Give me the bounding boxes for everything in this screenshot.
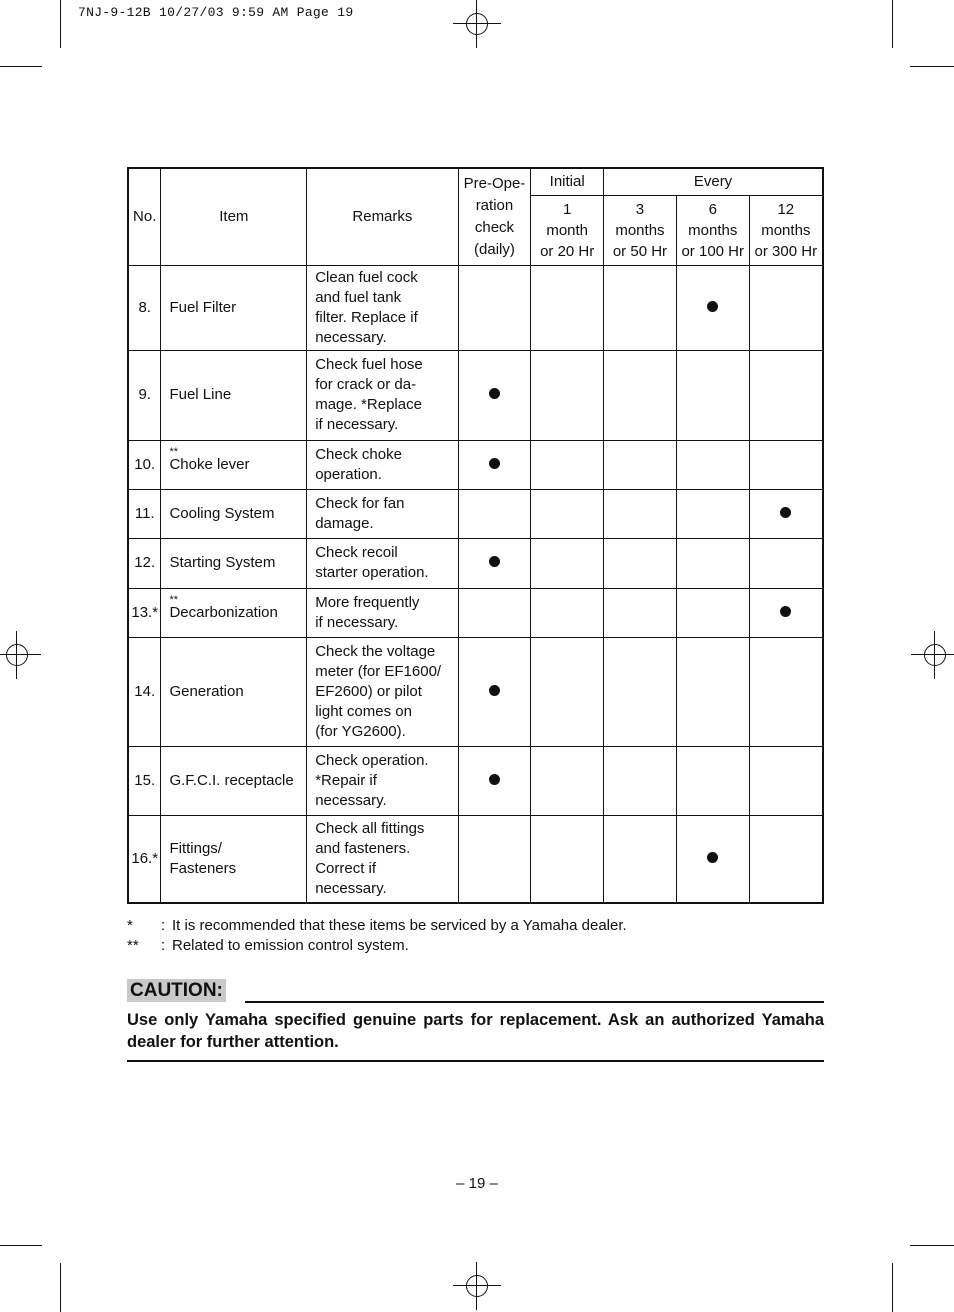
schedule-cell — [458, 538, 531, 588]
schedule-cell — [749, 637, 823, 746]
schedule-cell — [604, 350, 677, 440]
crop-mark — [0, 66, 42, 67]
schedule-cell — [604, 746, 677, 815]
schedule-cell — [458, 265, 531, 350]
schedule-cell — [749, 265, 823, 350]
schedule-cell — [458, 350, 531, 440]
item-cell — [161, 538, 307, 588]
schedule-cell — [676, 637, 749, 746]
schedule-cell — [676, 265, 749, 350]
header-remarks: Remarks — [307, 168, 458, 265]
schedule-cell — [458, 440, 531, 489]
item-cell — [161, 815, 307, 903]
crop-mark — [60, 1263, 61, 1312]
remarks-cell: Check choke operation. — [307, 440, 458, 489]
item-cell — [161, 746, 307, 815]
schedule-cell — [604, 588, 677, 637]
row-number: 12. — [128, 538, 161, 588]
remarks-cell: Check recoil starter operation. — [307, 538, 458, 588]
table-row — [128, 440, 823, 489]
caution-text: Use only Yamaha specified genuine parts for replacement. Ask an authorized Yamaha dealer for further attention. — [127, 1011, 824, 1051]
remarks-cell: Check the voltage meter (for EF1600/ EF2600) or pilot light comes on (for YG2600). — [307, 637, 458, 746]
schedule-cell — [676, 588, 749, 637]
item-name: Cooling System — [169, 504, 275, 522]
item-name: Choke lever — [169, 455, 250, 473]
schedule-cell — [604, 538, 677, 588]
item-name: Fuel Line — [169, 386, 232, 403]
check-dot-icon — [780, 606, 791, 617]
row-number: 9. — [128, 350, 161, 440]
schedule-cell — [531, 265, 604, 350]
table-row — [128, 489, 823, 538]
schedule-cell — [458, 637, 531, 746]
emission-marker — [169, 292, 306, 298]
schedule-cell — [604, 637, 677, 746]
remarks-cell: More frequently if necessary. — [307, 588, 458, 637]
remarks-cell: Clean fuel cock and fuel tank filter. Replace if necessary. — [307, 265, 458, 350]
schedule-cell — [458, 588, 531, 637]
schedule-cell — [676, 538, 749, 588]
schedule-cell — [604, 815, 677, 903]
header-interval-initial: 1 month or 20 Hr — [531, 195, 604, 265]
footnote-colon: : — [161, 917, 166, 934]
footnote-symbol: ** — [127, 937, 139, 954]
emission-marker — [169, 547, 306, 553]
registration-mark-top — [453, 0, 501, 48]
footnote-symbol: * — [127, 917, 133, 934]
crop-mark — [910, 66, 954, 67]
check-dot-icon — [489, 388, 500, 399]
check-dot-icon — [489, 458, 500, 469]
check-dot-icon — [780, 507, 791, 518]
footnote-colon: : — [161, 937, 166, 954]
crop-mark — [910, 1245, 954, 1246]
schedule-cell — [531, 588, 604, 637]
emission-marker: ** — [169, 593, 179, 606]
row-number: 11. — [128, 489, 161, 538]
row-number: 16.* — [128, 815, 161, 903]
maintenance-table — [127, 167, 824, 904]
schedule-cell — [749, 350, 823, 440]
item-name: G.F.C.I. receptacle — [169, 771, 294, 789]
schedule-cell — [531, 489, 604, 538]
table-row — [128, 538, 823, 588]
item-name: Fittings/ Fasteners — [169, 839, 237, 877]
emission-marker — [169, 498, 306, 504]
row-number: 10. — [128, 440, 161, 489]
footnote-text: It is recommended that these items be serviced by a Yamaha dealer. — [172, 917, 627, 934]
schedule-cell — [531, 637, 604, 746]
row-number: 8. — [128, 265, 161, 350]
row-number: 14. — [128, 637, 161, 746]
check-dot-icon — [489, 685, 500, 696]
table-row — [128, 746, 823, 815]
schedule-cell — [531, 815, 604, 903]
page-number: – 19 – — [456, 1175, 498, 1192]
item-cell — [161, 440, 307, 489]
schedule-cell — [604, 489, 677, 538]
schedule-cell — [458, 815, 531, 903]
header-interval-6m: 6 months or 100 Hr — [676, 195, 749, 265]
registration-mark-right — [911, 631, 954, 679]
table-row — [128, 637, 823, 746]
emission-marker — [169, 833, 306, 839]
item-cell — [161, 489, 307, 538]
caution-rule — [245, 1001, 824, 1003]
header-item: Item — [161, 168, 307, 265]
schedule-cell — [749, 440, 823, 489]
schedule-cell — [676, 489, 749, 538]
caution-bottom-rule — [127, 1060, 824, 1062]
check-dot-icon — [707, 301, 718, 312]
check-dot-icon — [489, 556, 500, 567]
item-cell — [161, 588, 307, 637]
item-name: Decarbonization — [169, 603, 278, 621]
header-row — [128, 168, 823, 195]
item-name: Starting System — [169, 554, 276, 571]
row-number: 15. — [128, 746, 161, 815]
schedule-cell — [458, 746, 531, 815]
schedule-cell — [531, 440, 604, 489]
printer-slug: 7NJ-9-12B 10/27/03 9:59 AM Page 19 — [78, 5, 354, 20]
item-cell — [161, 350, 307, 440]
schedule-cell — [458, 489, 531, 538]
footnote — [127, 916, 627, 936]
footnotes — [127, 916, 627, 956]
schedule-cell — [749, 489, 823, 538]
schedule-cell — [604, 440, 677, 489]
remarks-cell: Check operation. *Repair if necessary. — [307, 746, 458, 815]
emission-marker — [169, 765, 306, 771]
schedule-cell — [676, 746, 749, 815]
table-row — [128, 815, 823, 903]
schedule-cell — [749, 588, 823, 637]
crop-mark — [0, 1245, 42, 1246]
crop-mark — [60, 0, 61, 48]
table-row — [128, 265, 823, 350]
header-every: Every — [604, 168, 823, 195]
schedule-cell — [604, 265, 677, 350]
item-name: Fuel Filter — [169, 298, 237, 316]
item-cell — [161, 637, 307, 746]
schedule-cell — [749, 746, 823, 815]
crop-mark — [892, 0, 893, 48]
schedule-cell — [676, 440, 749, 489]
remarks-cell: Check fuel hose for crack or da- mage. *Replace if necessary. — [307, 350, 458, 440]
check-dot-icon — [707, 852, 718, 863]
schedule-cell — [531, 538, 604, 588]
row-number: 13.* — [128, 588, 161, 637]
item-name: Generation — [169, 682, 244, 700]
item-cell — [161, 265, 307, 350]
emission-marker — [169, 676, 306, 682]
emission-marker — [169, 379, 306, 385]
header-interval-12m: 12 months or 300 Hr — [749, 195, 823, 265]
check-dot-icon — [489, 774, 500, 785]
header-preop: Pre-Ope- ration check (daily) — [458, 168, 531, 265]
table-body — [128, 168, 823, 903]
schedule-cell — [676, 815, 749, 903]
table-row — [128, 350, 823, 440]
crop-mark — [892, 1263, 893, 1312]
registration-mark-bottom — [453, 1262, 501, 1310]
schedule-cell — [531, 746, 604, 815]
schedule-cell — [749, 538, 823, 588]
remarks-cell: Check for fan damage. — [307, 489, 458, 538]
emission-marker: ** — [169, 445, 179, 458]
schedule-cell — [531, 350, 604, 440]
schedule-cell — [676, 350, 749, 440]
caution-label: CAUTION: — [127, 979, 226, 1002]
table-row — [128, 588, 823, 637]
header-interval-3m: 3 months or 50 Hr — [604, 195, 677, 265]
header-no: No. — [128, 168, 161, 265]
schedule-cell — [749, 815, 823, 903]
footnote-text: Related to emission control system. — [172, 937, 409, 954]
header-initial: Initial — [531, 168, 604, 195]
remarks-cell: Check all fittings and fasteners. Correct if necessary. — [307, 815, 458, 903]
registration-mark-left — [0, 631, 41, 679]
footnote — [127, 936, 627, 956]
